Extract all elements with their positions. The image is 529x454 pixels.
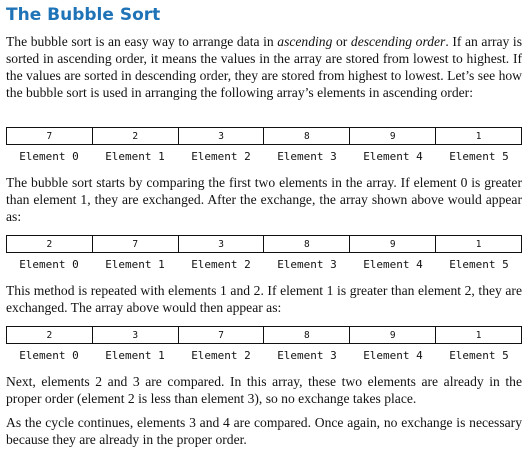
intro-text-1: The bubble sort is an easy way to arrange data in xyxy=(6,34,278,49)
intro-text-3: . If an array is sorted in ascending order, it means the values in the array are stored from lowest to highest. If the values are sorted in descending order, they are stored from highest to lowest. Let’s see how the bubble sort is used in arranging the following array’s elements in ascending order: xyxy=(6,34,522,100)
element-labels-3 xyxy=(6,349,522,363)
intro-paragraph xyxy=(6,33,522,101)
element-labels-1 xyxy=(6,150,522,164)
array-cell: 1 xyxy=(435,236,521,252)
array-cell: 7 xyxy=(92,236,178,252)
element-label: Element 5 xyxy=(449,349,509,362)
element-label: Element 4 xyxy=(363,258,423,271)
array-cell: 1 xyxy=(435,327,521,343)
element-label: Element 5 xyxy=(449,150,509,163)
paragraph-5: As the cycle continues, elements 3 and 4 are compared. Once again, no exchange is necessary because they are already in the proper order. xyxy=(6,415,522,447)
element-label: Element 0 xyxy=(19,349,79,362)
array-cell: 2 xyxy=(46,238,53,250)
array-cell: 8 xyxy=(263,236,349,252)
array-cell: 3 xyxy=(178,128,264,144)
element-label: Element 0 xyxy=(19,150,79,163)
element-label: Element 2 xyxy=(191,349,251,362)
paragraph-2: The bubble sort starts by comparing the first two elements in the array. If element 0 is greater than element 1, they are exchanged. After the exchange, the array shown above would appear as: xyxy=(6,175,522,224)
intro-text-2: or xyxy=(332,34,351,49)
array-cell: 3 xyxy=(178,236,264,252)
intro-emphasis-descending: descending order xyxy=(350,34,446,49)
element-label: Element 4 xyxy=(363,349,423,362)
element-label: Element 5 xyxy=(449,258,509,271)
array-cell: 7 xyxy=(46,130,53,142)
array-cell: 3 xyxy=(92,327,178,343)
section-title: The Bubble Sort xyxy=(6,5,161,25)
array-cell: 9 xyxy=(349,327,435,343)
element-label: Element 0 xyxy=(19,258,79,271)
paragraph-3: This method is repeated with elements 1 and 2. If element 1 is greater than element 2, they are exchanged. The array above would then appear as: xyxy=(6,283,522,315)
element-label: Element 3 xyxy=(277,150,337,163)
element-labels-2 xyxy=(6,258,522,272)
array-cell: 2 xyxy=(92,128,178,144)
element-label: Element 2 xyxy=(191,150,251,163)
array-cell: 9 xyxy=(349,128,435,144)
array-cell: 1 xyxy=(435,128,521,144)
array-cell: 9 xyxy=(349,236,435,252)
array-cell: 2 xyxy=(46,329,53,341)
array-diagram-3 xyxy=(6,326,522,344)
array-diagram-1 xyxy=(6,127,522,145)
intro-emphasis-ascending: ascending xyxy=(277,34,333,49)
element-label: Element 4 xyxy=(363,150,423,163)
array-diagram-2 xyxy=(6,235,522,253)
element-label: Element 3 xyxy=(277,349,337,362)
array-cell: 8 xyxy=(263,128,349,144)
paragraph-4: Next, elements 2 and 3 are compared. In this array, these two elements are already in the proper order (element 2 is less than element 3), so no exchange takes place. xyxy=(6,374,522,406)
element-label: Element 1 xyxy=(105,150,165,163)
element-label: Element 2 xyxy=(191,258,251,271)
element-label: Element 1 xyxy=(105,349,165,362)
array-cell: 7 xyxy=(178,327,264,343)
element-label: Element 3 xyxy=(277,258,337,271)
element-label: Element 1 xyxy=(105,258,165,271)
array-cell: 8 xyxy=(263,327,349,343)
